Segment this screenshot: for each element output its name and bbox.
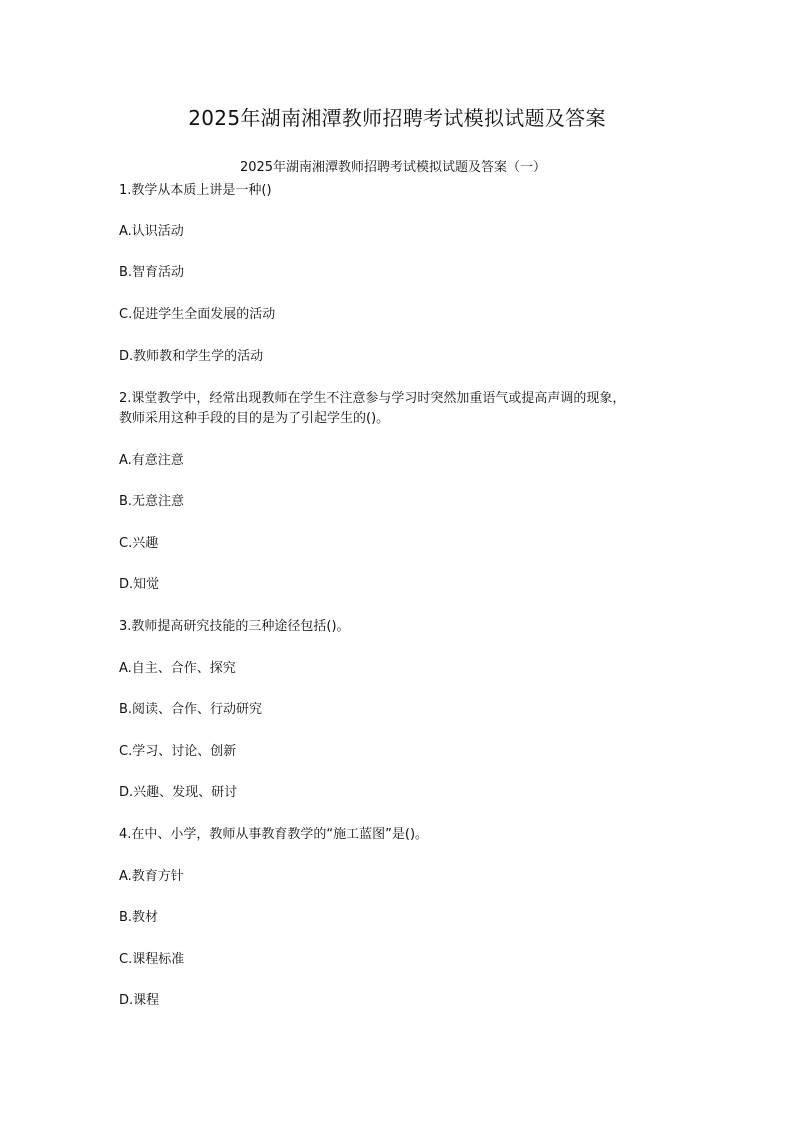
question-2-option-d: D.知觉 <box>119 577 160 592</box>
question-1-option-c: C.促进学生全面发展的活动 <box>119 307 276 322</box>
question-2-stem-line-1: 2.课堂教学中，经常出现教师在学生不注意参与学习时突然加重语气或提高声调的现象， <box>119 391 626 406</box>
question-3-option-c: C.学习、讨论、创新 <box>119 744 237 759</box>
question-4-option-c: C.课程标准 <box>119 952 185 967</box>
question-4-stem: 4.在中、小学，教师从事教育教学的“施工蓝图”是()。 <box>119 827 429 842</box>
question-4-option-d: D.课程 <box>119 993 160 1008</box>
question-3-option-d: D.兴趣、发现、研讨 <box>119 785 238 800</box>
section-title: 2025年湖南湘潭教师招聘考试模拟试题及答案（一） <box>239 160 547 175</box>
question-3-option-b: B.阅读、合作、行动研究 <box>119 702 263 717</box>
question-1-stem: 1.教学从本质上讲是一种() <box>119 183 272 198</box>
question-4-option-b: B.教材 <box>119 910 159 925</box>
question-3-stem: 3.教师提高研究技能的三种途径包括()。 <box>119 619 350 634</box>
question-2-option-a: A.有意注意 <box>119 453 184 468</box>
question-1-option-b: B.智育活动 <box>119 265 185 280</box>
question-2-stem-line-2: 教师采用这种手段的目的是为了引起学生的()。 <box>119 411 390 426</box>
question-2-option-c: C.兴趣 <box>119 536 159 551</box>
document-title: 2025年湖南湘潭教师招聘考试模拟试题及答案 <box>188 106 606 130</box>
question-2-option-b: B.无意注意 <box>119 494 185 509</box>
question-1-option-d: D.教师教和学生学的活动 <box>119 349 264 364</box>
question-1-option-a: A.认识活动 <box>119 224 184 239</box>
question-4-option-a: A.教育方针 <box>119 869 184 884</box>
question-3-option-a: A.自主、合作、探究 <box>119 661 236 676</box>
